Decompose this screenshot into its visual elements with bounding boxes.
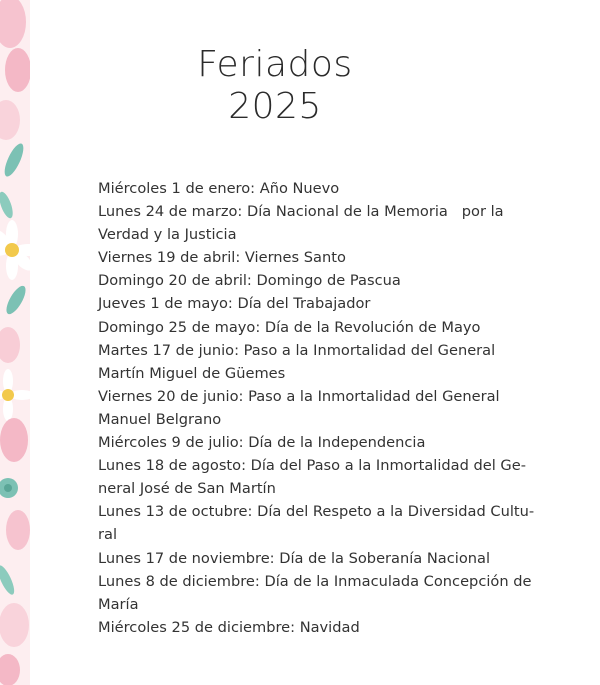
list-item: Jueves 1 de mayo: Día del Trabajador — [98, 295, 371, 313]
list-item: Domingo 25 de mayo: Día de la Revolución de Mayo — [98, 318, 481, 336]
title-line-feriados: Feriados — [197, 44, 353, 85]
page-title — [140, 44, 410, 128]
list-item: Lunes 8 de diciembre: Día de la Inmaculada Concepción de — [98, 572, 532, 590]
list-item: Viernes 20 de junio: Paso a la Inmortalidad del General — [98, 387, 500, 405]
title-line-year: 2025 — [228, 86, 322, 127]
list-item: Lunes 24 de marzo: Día Nacional de la Memoria por la — [98, 203, 504, 221]
list-item: Verdad y la Justicia — [98, 226, 237, 244]
list-item: Martín Miguel de Güemes — [98, 364, 286, 382]
holiday-list — [98, 177, 535, 639]
list-item: Lunes 13 de octubre: Día del Respeto a la Diversidad Cultu- — [98, 503, 535, 521]
list-item: Lunes 17 de noviembre: Día de la Soberanía Nacional — [98, 549, 490, 567]
list-item: Domingo 20 de abril: Domingo de Pascua — [98, 272, 401, 290]
list-item: Miércoles 9 de julio: Día de la Independencia — [98, 434, 426, 452]
list-item: Miércoles 25 de diciembre: Navidad — [98, 618, 360, 636]
list-item: Manuel Belgrano — [98, 410, 222, 428]
list-item: Martes 17 de junio: Paso a la Inmortalidad del General — [98, 341, 496, 359]
list-item: Viernes 19 de abril: Viernes Santo — [98, 249, 346, 267]
list-item: ral — [98, 526, 117, 544]
list-item: María — [98, 595, 139, 613]
floral-border-icon — [0, 0, 30, 685]
list-item: Miércoles 1 de enero: Año Nuevo — [98, 180, 340, 197]
list-item: neral José de San Martín — [98, 480, 276, 498]
list-item: Lunes 18 de agosto: Día del Paso a la Inmortalidad del Ge- — [98, 457, 526, 475]
